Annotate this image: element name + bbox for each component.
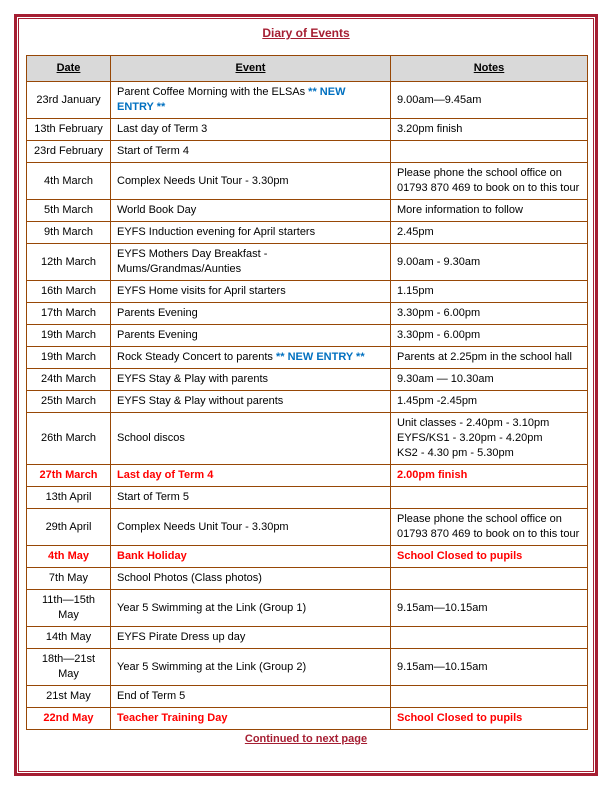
- table-row: [27, 163, 588, 200]
- date-cell: 24th March: [27, 369, 111, 391]
- event-cell: World Book Day: [111, 200, 391, 222]
- notes-cell: 3.20pm finish: [391, 119, 588, 141]
- table-row: [27, 686, 588, 708]
- new-entry-flag: ** NEW ENTRY **: [117, 86, 346, 113]
- event-cell: Complex Needs Unit Tour - 3.30pm: [111, 163, 391, 200]
- table-row: [27, 627, 588, 649]
- date-cell: 27th March: [27, 465, 111, 487]
- event-cell: School Photos (Class photos): [111, 568, 391, 590]
- notes-cell: Parents at 2.25pm in the school hall: [391, 347, 588, 369]
- date-cell: 22nd May: [27, 708, 111, 730]
- notes-cell: 2.00pm finish: [391, 465, 588, 487]
- event-cell: Year 5 Swimming at the Link (Group 2): [111, 649, 391, 686]
- event-cell: EYFS Stay & Play without parents: [111, 391, 391, 413]
- table-row: [27, 391, 588, 413]
- table-row: [27, 708, 588, 730]
- date-cell: 11th—15th May: [27, 590, 111, 627]
- date-cell: 4th May: [27, 546, 111, 568]
- event-cell: EYFS Induction evening for April starters: [111, 222, 391, 244]
- footer-row: [19, 729, 593, 747]
- date-cell: 29th April: [27, 509, 111, 546]
- table-row: [27, 281, 588, 303]
- event-cell: Teacher Training Day: [111, 708, 391, 730]
- new-entry-flag: ** NEW ENTRY **: [272, 351, 365, 363]
- notes-cell: 9.00am—9.45am: [391, 82, 588, 119]
- notes-cell: [391, 141, 588, 163]
- date-cell: 18th—21st May: [27, 649, 111, 686]
- table-header-row: [27, 56, 588, 82]
- events-table-body: [27, 82, 588, 730]
- header-cell-notes: Notes: [391, 56, 588, 82]
- event-cell: Parent Coffee Morning with the ELSAs ** NEW ENTRY **: [111, 82, 391, 119]
- date-cell: 9th March: [27, 222, 111, 244]
- table-row: [27, 325, 588, 347]
- date-cell: 23rd January: [27, 82, 111, 119]
- notes-cell: 9.15am—10.15am: [391, 590, 588, 627]
- notes-cell: 1.45pm -2.45pm: [391, 391, 588, 413]
- event-cell: Last day of Term 3: [111, 119, 391, 141]
- table-row: [27, 649, 588, 686]
- page-content: [19, 19, 593, 771]
- event-cell: Last day of Term 4: [111, 465, 391, 487]
- date-cell: 19th March: [27, 325, 111, 347]
- table-row: [27, 141, 588, 163]
- title-row: [19, 24, 593, 42]
- table-row: [27, 546, 588, 568]
- table-row: [27, 347, 588, 369]
- table-row: [27, 413, 588, 465]
- table-row: [27, 82, 588, 119]
- notes-cell: Please phone the school office on 01793 870 469 to book on to this tour: [391, 509, 588, 546]
- notes-cell: 2.45pm: [391, 222, 588, 244]
- notes-cell: 9.00am - 9.30am: [391, 244, 588, 281]
- date-cell: 5th March: [27, 200, 111, 222]
- date-cell: 26th March: [27, 413, 111, 465]
- table-row: [27, 568, 588, 590]
- event-cell: Start of Term 5: [111, 487, 391, 509]
- page-title: Diary of Events: [262, 26, 350, 40]
- table-row: [27, 465, 588, 487]
- continued-note: Continued to next page: [244, 733, 368, 745]
- notes-cell: 9.30am — 10.30am: [391, 369, 588, 391]
- date-cell: 19th March: [27, 347, 111, 369]
- date-cell: 7th May: [27, 568, 111, 590]
- event-cell: EYFS Stay & Play with parents: [111, 369, 391, 391]
- event-cell: EYFS Mothers Day Breakfast - Mums/Grandmas/Aunties: [111, 244, 391, 281]
- notes-cell: 3.30pm - 6.00pm: [391, 325, 588, 347]
- table-row: [27, 303, 588, 325]
- date-cell: 13th April: [27, 487, 111, 509]
- event-cell: End of Term 5: [111, 686, 391, 708]
- notes-cell: 3.30pm - 6.00pm: [391, 303, 588, 325]
- notes-cell: Please phone the school office on 01793 870 469 to book on to this tour: [391, 163, 588, 200]
- notes-cell: More information to follow: [391, 200, 588, 222]
- table-row: [27, 200, 588, 222]
- header-cell-date: Date: [27, 56, 111, 82]
- table-row: [27, 222, 588, 244]
- notes-cell: Unit classes - 2.40pm - 3.10pm EYFS/KS1 - 3.20pm - 4.20pm KS2 - 4.30 pm - 5.30pm: [391, 413, 588, 465]
- date-cell: 13th February: [27, 119, 111, 141]
- event-cell: Bank Holiday: [111, 546, 391, 568]
- notes-cell: [391, 686, 588, 708]
- event-cell: Parents Evening: [111, 325, 391, 347]
- date-cell: 14th May: [27, 627, 111, 649]
- date-cell: 12th March: [27, 244, 111, 281]
- notes-cell: School Closed to pupils: [391, 546, 588, 568]
- notes-cell: 9.15am—10.15am: [391, 649, 588, 686]
- notes-cell: [391, 487, 588, 509]
- events-table: [26, 55, 588, 730]
- table-row: [27, 119, 588, 141]
- date-cell: 4th March: [27, 163, 111, 200]
- header-cell-event: Event: [111, 56, 391, 82]
- date-cell: 16th March: [27, 281, 111, 303]
- event-cell: EYFS Home visits for April starters: [111, 281, 391, 303]
- date-cell: 25th March: [27, 391, 111, 413]
- notes-cell: [391, 627, 588, 649]
- event-cell: School discos: [111, 413, 391, 465]
- event-cell: Year 5 Swimming at the Link (Group 1): [111, 590, 391, 627]
- date-cell: 21st May: [27, 686, 111, 708]
- table-row: [27, 244, 588, 281]
- event-cell: Parents Evening: [111, 303, 391, 325]
- table-row: [27, 509, 588, 546]
- event-cell: Start of Term 4: [111, 141, 391, 163]
- date-cell: 23rd February: [27, 141, 111, 163]
- event-cell: EYFS Pirate Dress up day: [111, 627, 391, 649]
- table-row: [27, 590, 588, 627]
- event-cell: Rock Steady Concert to parents ** NEW ENTRY **: [111, 347, 391, 369]
- date-cell: 17th March: [27, 303, 111, 325]
- table-row: [27, 487, 588, 509]
- notes-cell: [391, 568, 588, 590]
- event-cell: Complex Needs Unit Tour - 3.30pm: [111, 509, 391, 546]
- notes-cell: 1.15pm: [391, 281, 588, 303]
- table-row: [27, 369, 588, 391]
- notes-cell: School Closed to pupils: [391, 708, 588, 730]
